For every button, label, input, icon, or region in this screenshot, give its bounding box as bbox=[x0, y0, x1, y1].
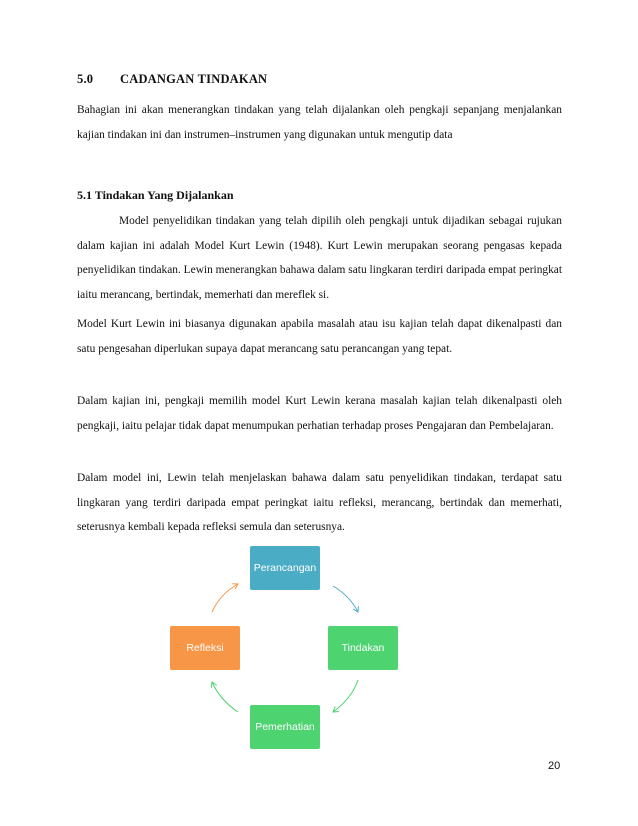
section-number: 5.0 bbox=[77, 72, 94, 86]
subsection-title: 5.1 Tindakan Yang Dijalankan bbox=[77, 188, 234, 202]
paragraph-4: Dalam model ini, Lewin telah menjelaskan bahawa dalam satu penyelidikan tindakan, terdapat satu lingkaran yang terdiri daripada empat peringkat iaitu refleksi, merancang, bertindak dan memerhati, seterusnya kembali kepada refleksi semula dan seterusnya. bbox=[77, 472, 562, 533]
section-title: CADANGAN TINDAKAN bbox=[120, 72, 268, 86]
section-intro: Bahagian ini akan menerangkan tindakan yang telah dijalankan oleh pengkaji sepanjang menjalankan kajian tindakan ini dan instrumen–instrumen yang digunakan untuk mengutip data bbox=[77, 104, 562, 141]
cycle-step-pemerhatian: Pemerhatian bbox=[250, 705, 320, 749]
cycle-step-perancangan: Perancangan bbox=[250, 546, 320, 590]
paragraph-2: Model Kurt Lewin ini biasanya digunakan apabila masalah atau isu kajian telah dapat dikenalpasti dan satu pengesahan diperlukan supaya dapat merancang satu perancangan yang tepat. bbox=[77, 318, 562, 355]
arrow-right-to-bottom bbox=[333, 680, 358, 712]
paragraph-1: Model penyelidikan tindakan yang telah dipilih oleh pengkaji untuk dijadikan sebagai rujukan dalam kajian ini adalah Model Kurt Lewin (1948). Kurt Lewin merupakan seorang pengasas kepada penyelidikan tindakan. Lewin menerangkan bahawa dalam satu lingkaran terdiri daripada empat peringkat iaitu merancang, bertindak, memerhati dan mereflek si. bbox=[77, 215, 562, 301]
arrow-bottom-to-left bbox=[212, 682, 238, 712]
arrow-left-to-top bbox=[212, 584, 238, 612]
page-number: 20 bbox=[548, 760, 561, 772]
arrow-top-to-right bbox=[333, 586, 358, 612]
cycle-step-refleksi: Refleksi bbox=[170, 626, 240, 670]
paragraph-3: Dalam kajian ini, pengkaji memilih model Kurt Lewin kerana masalah kajian telah dikenalpasti oleh pengkaji, iaitu pelajar tidak dapat menumpukan perhatian terhadap proses Pengajaran dan Pembelajaran. bbox=[77, 395, 562, 432]
cycle-step-tindakan: Tindakan bbox=[328, 626, 398, 670]
